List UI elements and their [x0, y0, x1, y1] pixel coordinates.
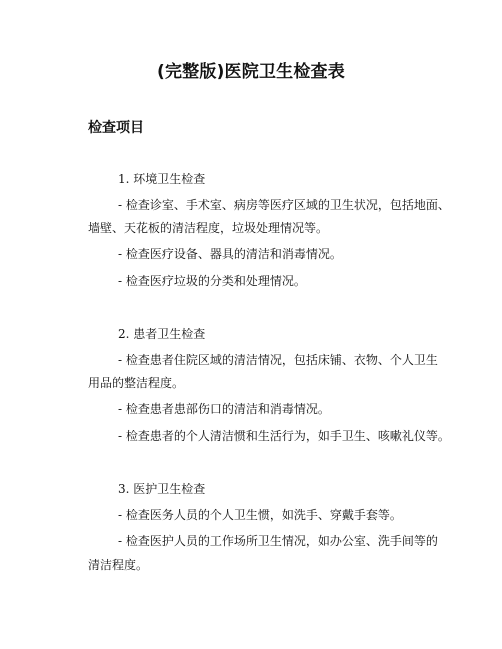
section-2-item-1-line-2: 用品的整洁程度。	[88, 376, 185, 390]
section-3-heading: 3. 医护卫生检查	[118, 482, 206, 496]
section-1-item-3: - 检查医疗垃圾的分类和处理情况。	[118, 274, 306, 288]
section-2-heading: 2. 患者卫生检查	[118, 327, 206, 341]
section-2-item-1-line-1: - 检查患者住院区域的清洁情况，包括床铺、衣物、个人卫生	[118, 353, 438, 367]
section-1-heading: 1. 环境卫生检查	[118, 172, 206, 186]
section-3-item-2-line-1: - 检查医护人员的工作场所卫生情况，如办公室、洗手间等的	[118, 534, 438, 548]
section-1-item-1-line-1: - 检查诊室、手术室、病房等医疗区域的卫生状况，包括地面、	[118, 198, 450, 212]
section-2-item-3: - 检查患者的个人清洁惯和生活行为，如手卫生、咳嗽礼仪等。	[118, 429, 450, 443]
section-1-item-1-line-2: 墙壁、天花板的清洁程度，垃圾处理情况等。	[88, 221, 329, 235]
document-title: (完整版)医院卫生检查表	[157, 62, 345, 82]
section-1-item-2: - 检查医疗设备、器具的清洁和消毒情况。	[118, 247, 342, 261]
section-heading: 检查项目	[88, 120, 144, 136]
section-3-item-1: - 检查医务人员的个人卫生惯，如洗手、穿戴手套等。	[118, 508, 402, 522]
section-2-item-2: - 检查患者患部伤口的清洁和消毒情况。	[118, 402, 330, 416]
section-3-item-2-line-2: 清洁程度。	[88, 558, 149, 572]
